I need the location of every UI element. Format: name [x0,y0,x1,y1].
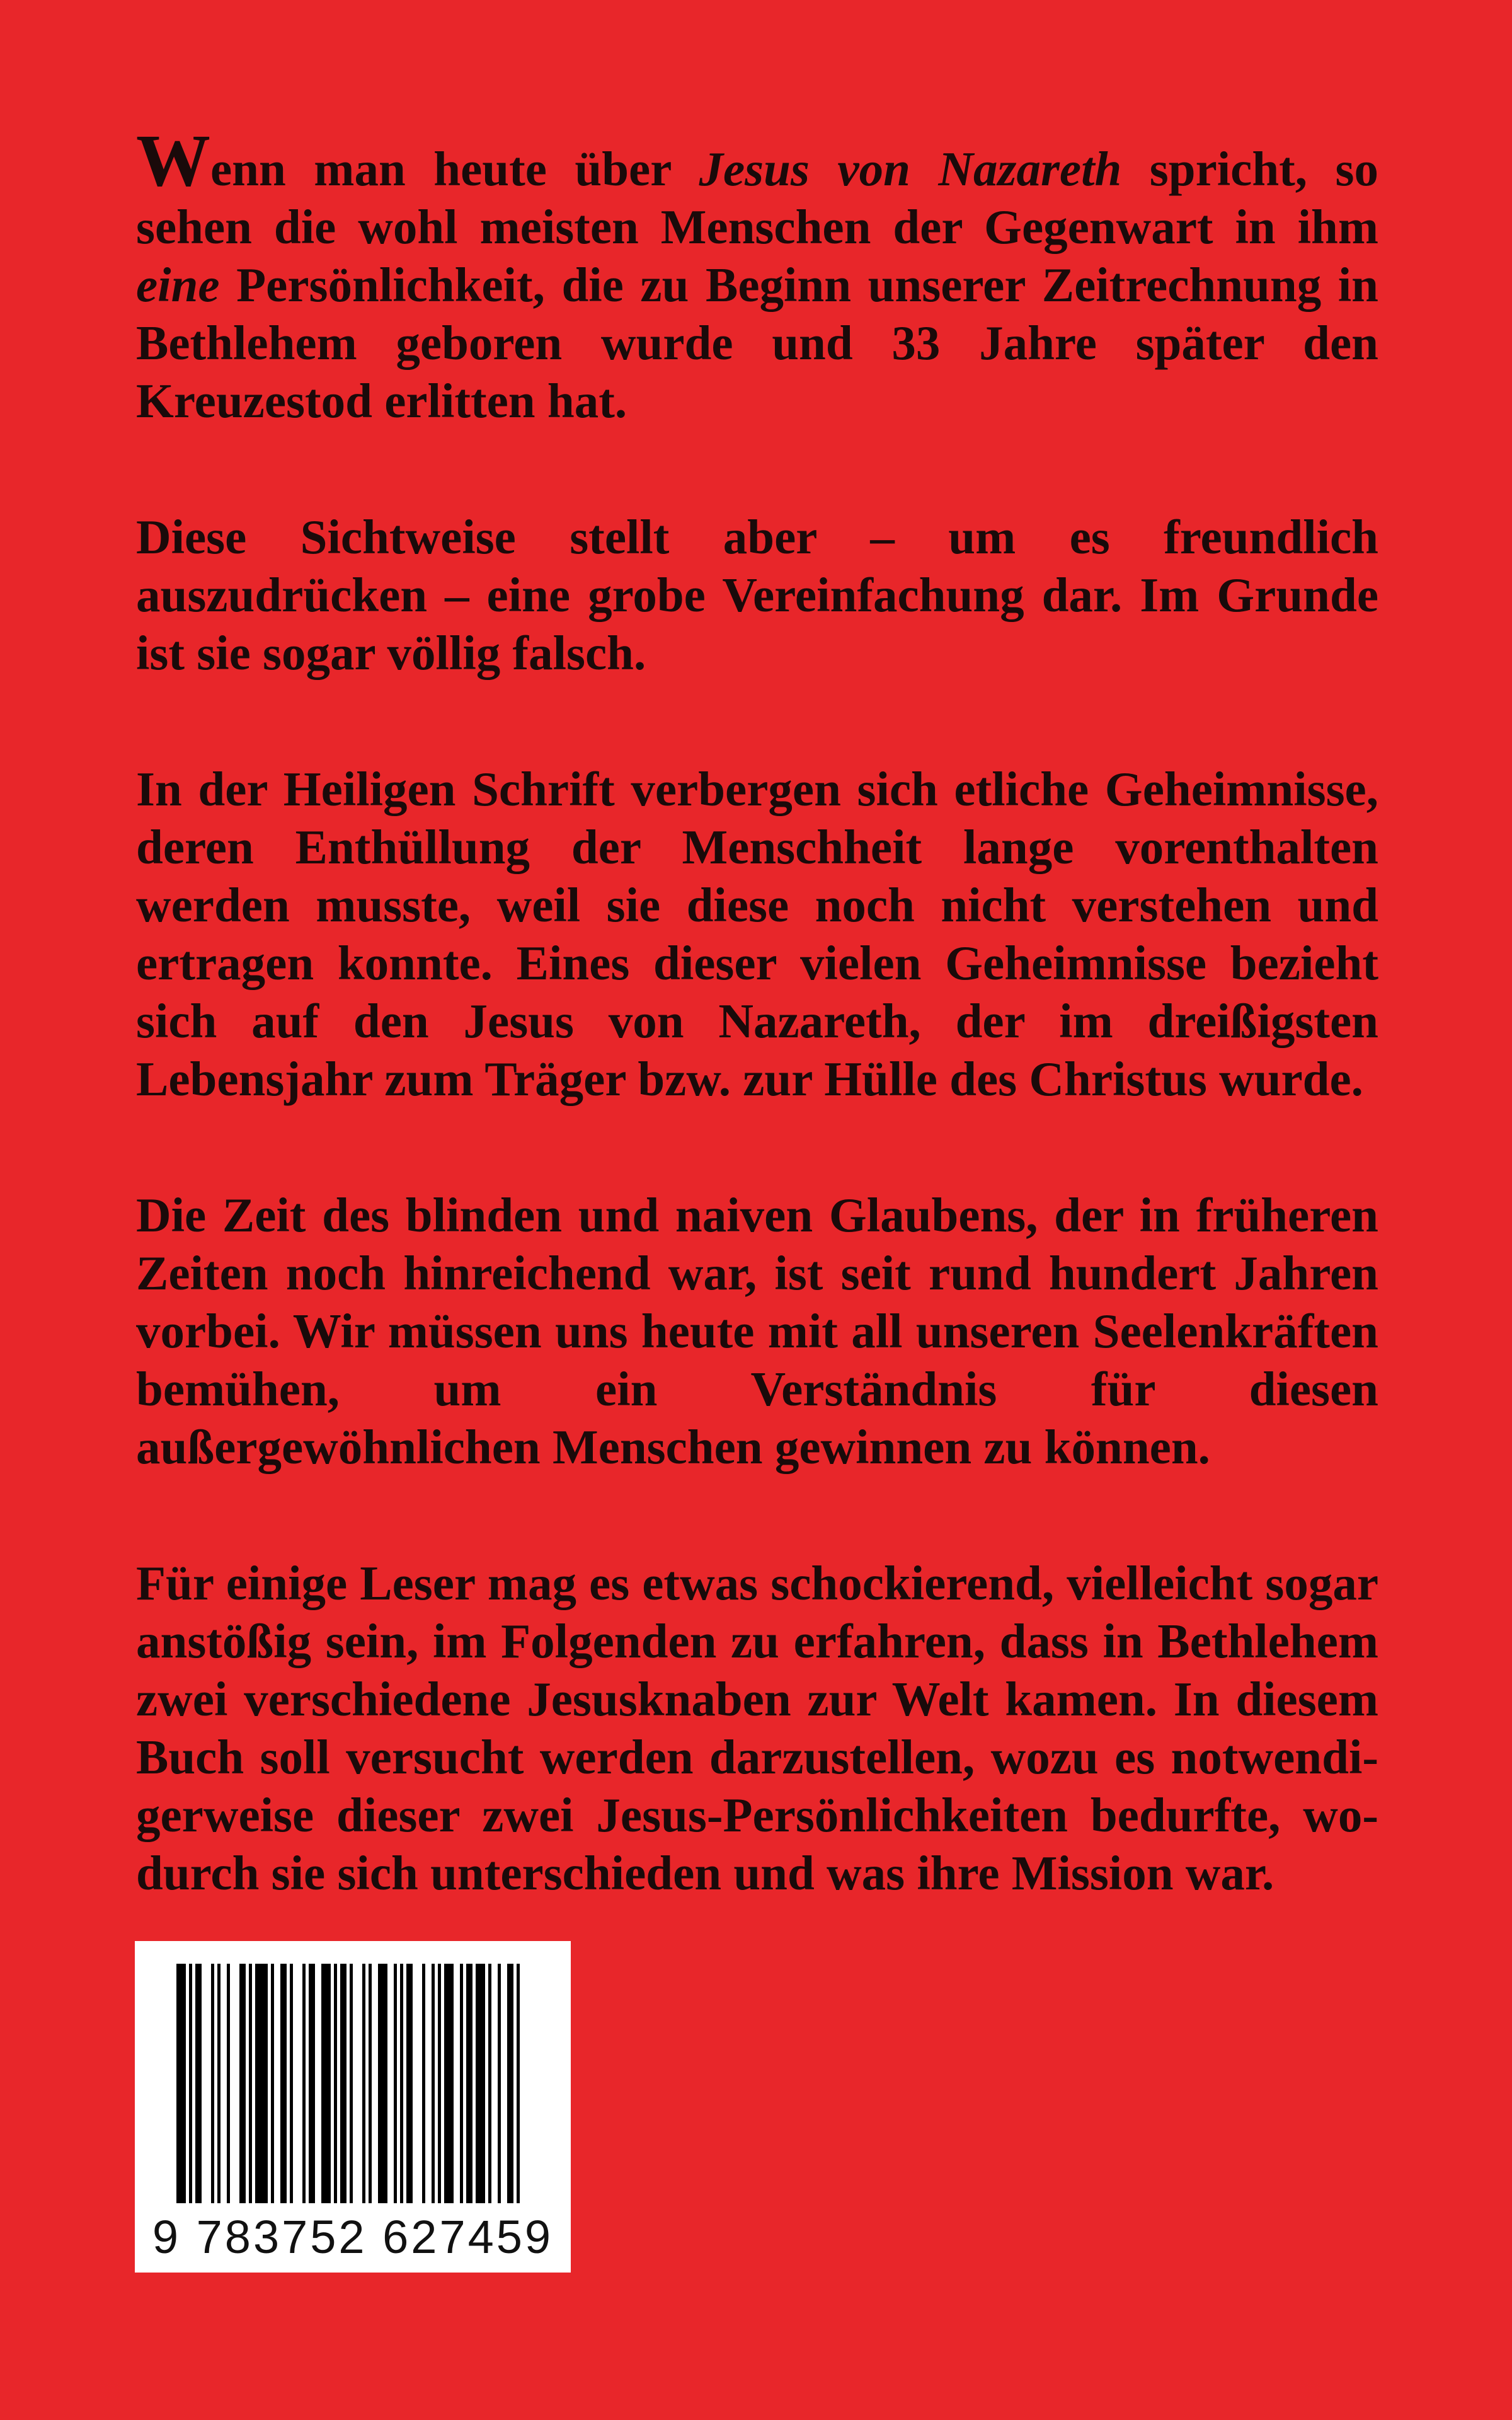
barcode-bar [195,1964,202,2203]
barcode-bar [340,1964,346,2203]
barcode-bar [476,1964,485,2203]
paragraph-3 [136,760,1378,1108]
paragraph-text: spricht, so sehen die wohl meisten Menschen der Gegenwart in ihm [136,142,1378,254]
paragraph-text: Für einige Leser mag es etwas schockierend, vielleicht sogar anstößig sein, im Folgenden zu erfahren, dass in Bethlehem zwei verschiedene Jesusknaben zur Welt kamen. In diesem Buch soll versucht werden darzustellen, wozu es notwendigerweise dieser zwei Jesus-Persönlichkeiten bedurfte, wodurch sie sich unterschieden und was ihre Mission war. [136,1556,1378,1900]
paragraph-text: eine [136,258,220,312]
barcode-bar [422,1964,425,2203]
barcode-bar [350,1964,353,2203]
paragraph-4 [136,1186,1378,1476]
barcode-bar [369,1964,372,2203]
barcode-bar [498,1964,501,2203]
barcode-bar [176,1964,186,2203]
barcode-bar [438,1964,441,2203]
barcode-bar [460,1964,463,2203]
barcode-bar [432,1964,435,2203]
barcode-bar [321,1964,331,2203]
barcode-bar [394,1964,397,2203]
barcode-bar [466,1964,472,2203]
blurb-text [136,119,1378,1980]
barcode-bar [239,1964,246,2203]
paragraph-text: Jesus von Nazareth [699,142,1122,196]
paragraph-text: Diese Sichtweise stellt aber – um es freundlich auszudrücken – eine grobe Vereinfachung dar. Im Grunde ist sie sogar völlig falsch. [136,510,1378,680]
barcode-bar [249,1964,252,2203]
paragraph-text: In der Heiligen Schrift verbergen sich etliche Geheimnisse, deren Enthüllung der Menschheit lange vorenthalten werden musste, weil sie diese noch nicht verstehen und ertragen konnte. Eines dieser vielen Geheimnisse bezieht sich auf den Jesus von Nazareth, der im dreißigsten Lebensjahr zum Träger bzw. zur Hülle des Christus wurde. [136,762,1378,1106]
barcode-bar [444,1964,454,2203]
barcode-bar [290,1964,293,2203]
barcode-bar [362,1964,365,2203]
paragraph-text: W [136,119,210,202]
barcode-bar [378,1964,387,2203]
paragraph-text: enn man heute über [210,142,699,196]
barcode-bar [271,1964,274,2203]
paragraph-1 [136,119,1378,430]
barcode-bars [176,1964,529,2216]
paragraph-5 [136,1554,1378,1902]
barcode-bar [334,1964,337,2203]
barcode-bar [211,1964,214,2203]
paragraph-text: Persönlichkeit, die zu Beginn unserer Zeitrechnung in Bethlehem geboren wurde und 33 Jahre später den Kreuzestod erlitten hat. [136,258,1378,428]
isbn-barcode [135,1941,571,2273]
barcode-bar [400,1964,403,2203]
barcode-bar [217,1964,220,2203]
barcode-bar [309,1964,315,2203]
barcode-bar [507,1964,513,2203]
barcode-bar [517,1964,520,2203]
barcode-bar [302,1964,306,2203]
barcode-bar [189,1964,192,2203]
paragraph-text: Die Zeit des blinden und naiven Glaubens, der in früheren Zeiten noch hinreichend war, ist seit rund hundert Jahren vorbei. Wir müssen uns heute mit all unseren Seelenkräften bemühen, um ein Verständnis für diesen außergewöhnlichen Menschen gewinnen zu können. [136,1188,1378,1474]
barcode-bar [255,1964,268,2203]
barcode-bar [227,1964,230,2203]
barcode-bar [406,1964,413,2203]
paragraph-2 [136,508,1378,682]
barcode-bar [280,1964,287,2203]
isbn-number: 9 783752 627459 [152,2211,554,2263]
barcode-bar [488,1964,491,2203]
